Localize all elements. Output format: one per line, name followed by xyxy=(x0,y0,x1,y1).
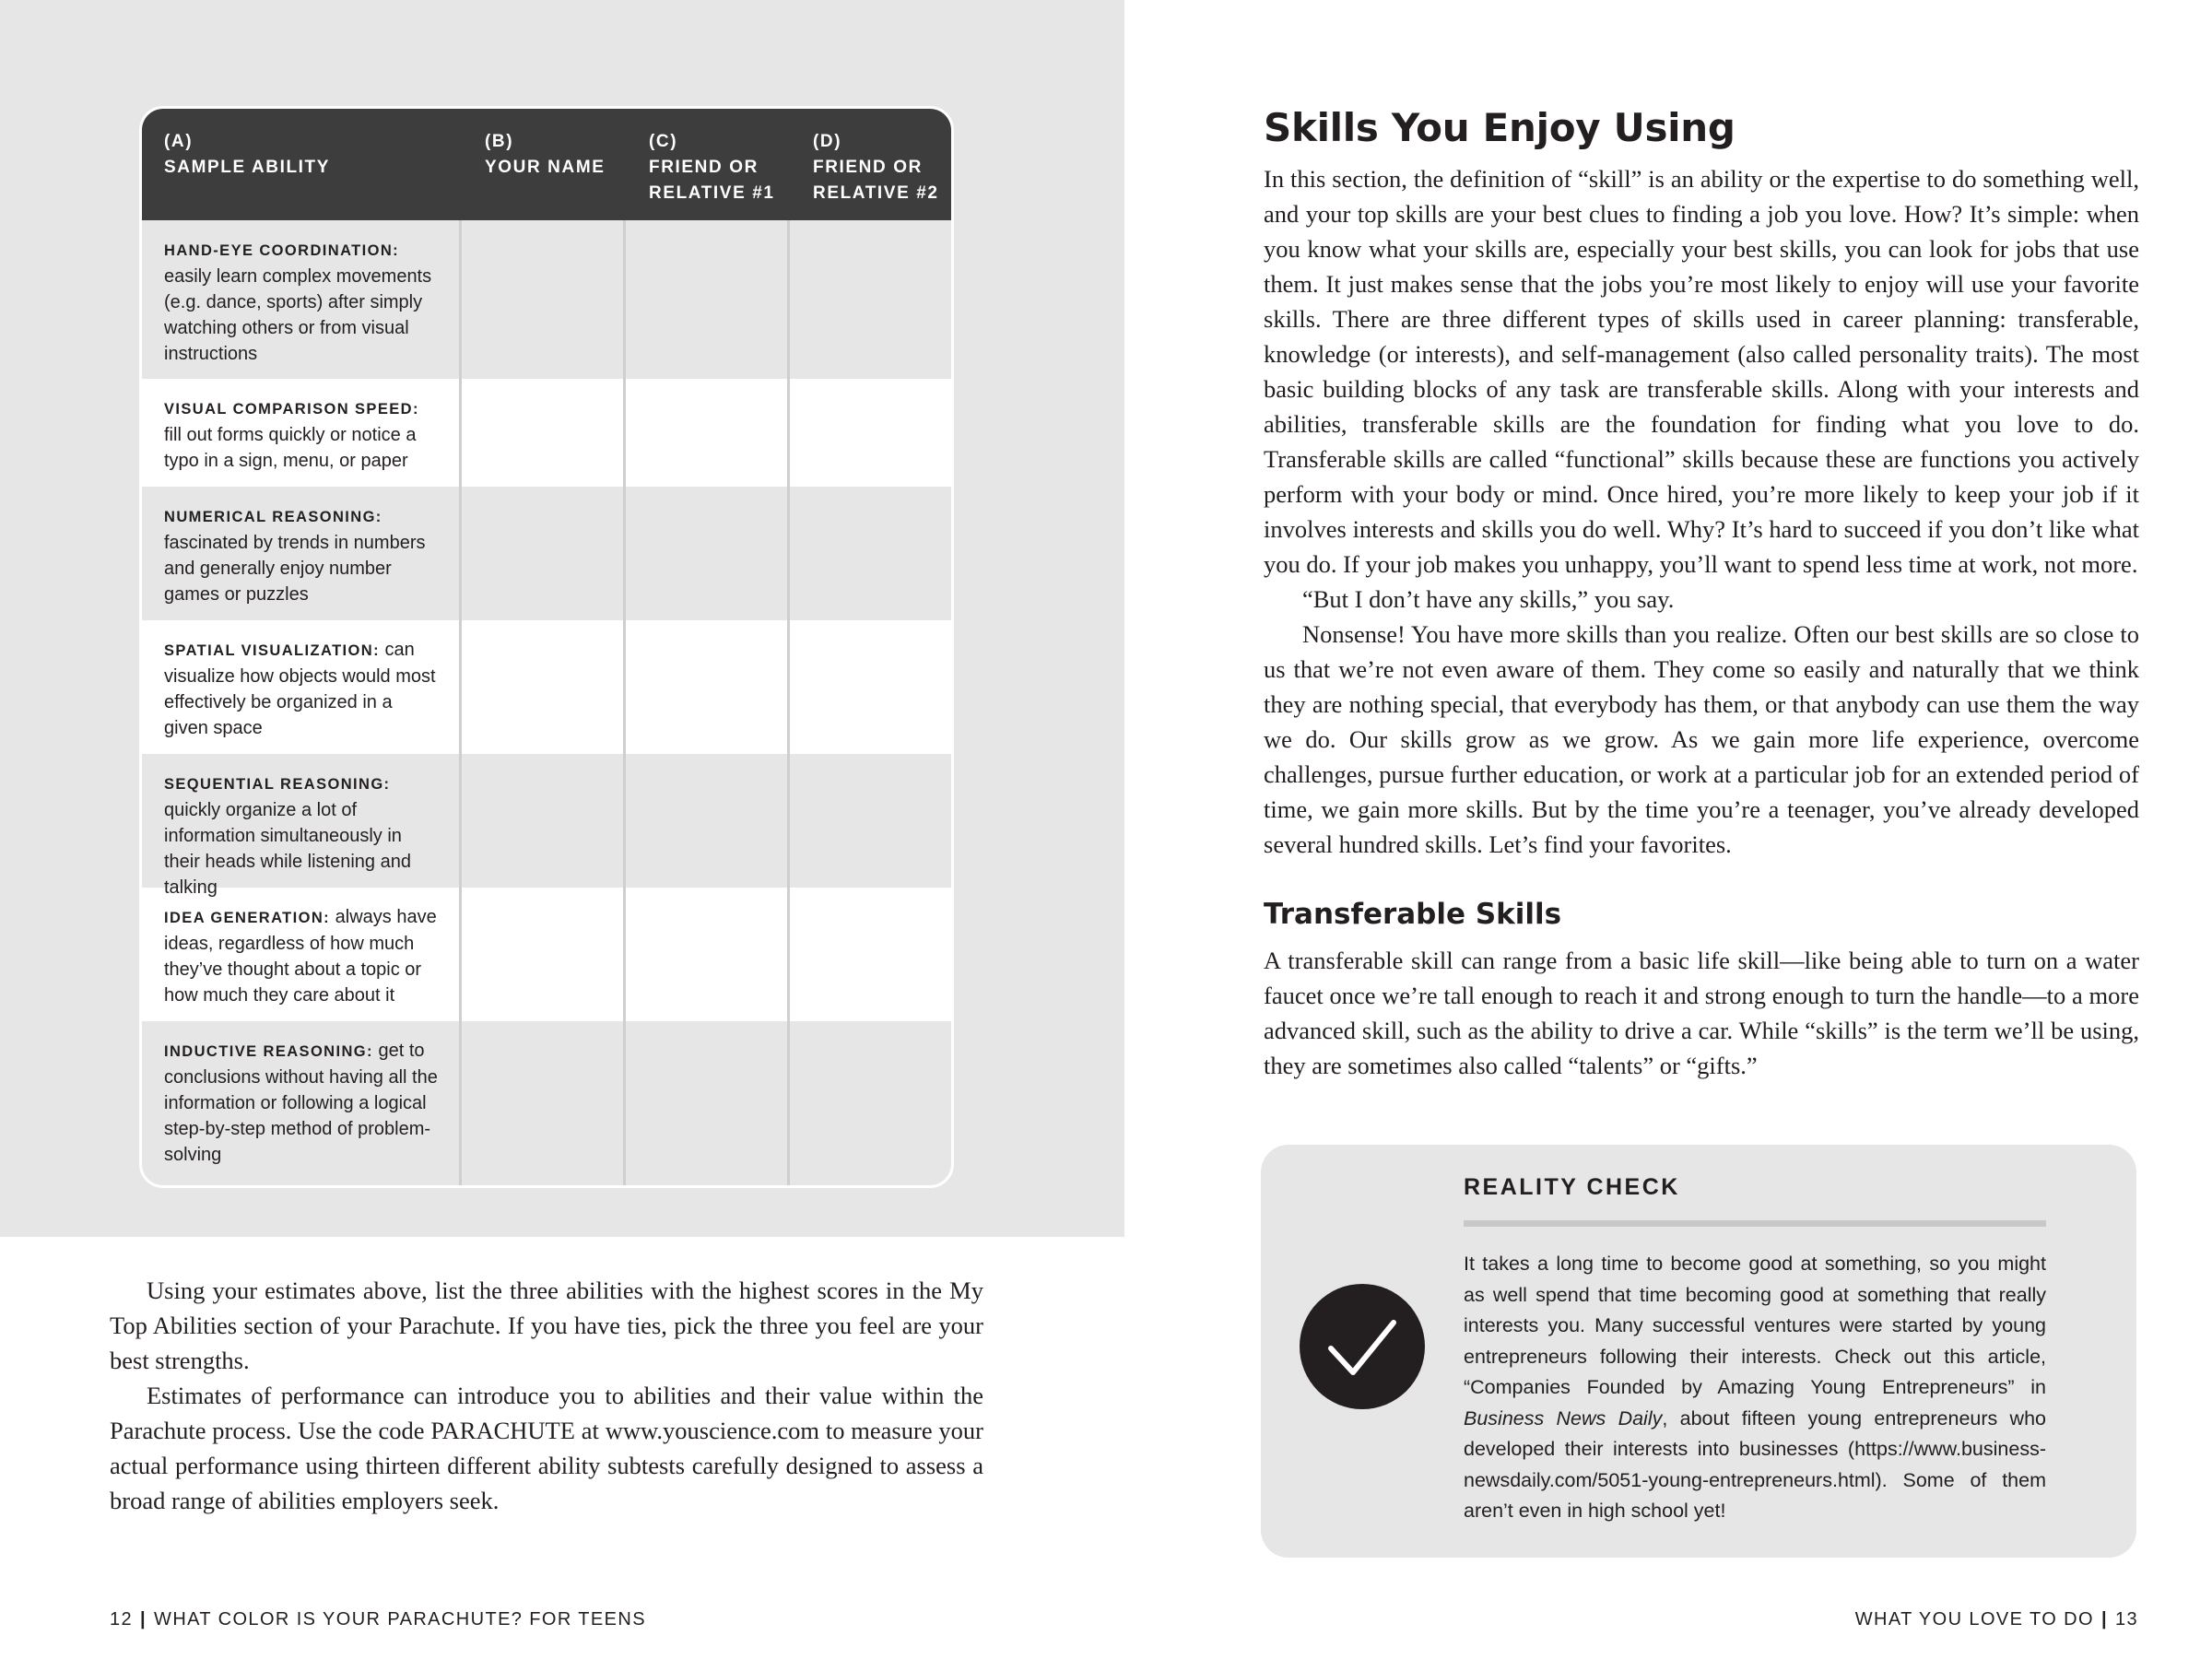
column-letter: (D) xyxy=(813,132,842,151)
callout-text: It takes a long time to become good at something, so you might as well spend that time becoming good at something that really interests you. Many successful ventures were started by young entrepreneurs following their interests. Check out this article, “Companies Founded by Amazing Young Entrepreneurs” in xyxy=(1464,1253,2046,1398)
ability-description: can visualize how objects would most effectively be organized in a given space xyxy=(164,640,436,738)
left-page-footer xyxy=(110,1609,646,1630)
column-divider xyxy=(623,220,626,1188)
ability-name: VISUAL COMPARISON SPEED: xyxy=(164,401,419,418)
page-number: 13 xyxy=(2114,1609,2138,1630)
right-page-content xyxy=(1264,102,2139,1083)
subsection-heading: Transferable Skills xyxy=(1264,898,1562,931)
reality-check-text xyxy=(1464,1249,2046,1527)
running-title: WHAT COLOR IS YOUR PARACHUTE? FOR TEENS xyxy=(154,1609,646,1630)
column-label: SAMPLE ABILITY xyxy=(164,158,331,177)
body-paragraph: Nonsense! You have more skills than you realize. Often our best skills are so close to us that we’re not even aware of them. They come so easily and naturally that we think they are nothing special, that everybody has them, or that anybody can use them the way we do. Our skills grow as we grow. As we gain more life experience, overcome challenges, pursue further education, or work at a particular job for an extended period of time, we gain more skills. But by the time you’re a teenager, you’ve already developed several hundred skills. Let’s find your favorites. xyxy=(1264,620,2139,858)
column-letter: (C) xyxy=(649,132,678,151)
ability-cell xyxy=(164,1038,441,1168)
callout-text: , about fifteen young entrepreneurs who developed their interests into businesses (https://www.business-newsdaily.com/5051-young-entrepreneurs.html). Some of them aren’t even in high school yet! xyxy=(1464,1406,2047,1522)
column-divider xyxy=(459,220,462,1188)
right-page-footer xyxy=(1855,1609,2138,1630)
ability-description: fill out forms quickly or notice a typo in a sign, menu, or paper xyxy=(164,425,417,471)
checkmark-icon xyxy=(1300,1284,1425,1409)
ability-name: SPATIAL VISUALIZATION: xyxy=(164,642,380,659)
ability-description: quickly organize a lot of information simultaneously in their heads while listening and talking xyxy=(164,800,411,898)
ability-name: SEQUENTIAL REASONING: xyxy=(164,776,391,793)
ability-description: always have ideas, regardless of how much they’ve thought about a topic or how much they care about it xyxy=(164,907,437,1006)
column-label: YOUR NAME xyxy=(485,158,606,177)
column-letter: (B) xyxy=(485,132,514,151)
table-row xyxy=(142,379,951,487)
ability-name: HAND-EYE COORDINATION: xyxy=(164,242,400,259)
column-header-c xyxy=(649,129,806,206)
ability-cell xyxy=(164,395,441,474)
table-row xyxy=(142,888,951,1021)
running-title: WHAT YOU LOVE TO DO xyxy=(1854,1609,2094,1630)
table-row xyxy=(142,220,951,379)
column-header-d xyxy=(813,129,951,206)
footer-separator: | xyxy=(2100,1609,2108,1630)
body-paragraph: A transferable skill can range from a basic life skill—like being able to turn on a water faucet once we’re tall enough to reach it and strong enough to turn the handle—to a more advanced skill, such as the ability to drive a car. While “skills” is the term we’ll be using, they are sometimes also called “talents” or “gifts.” xyxy=(1264,947,2139,1079)
ability-cell xyxy=(164,503,441,607)
page-number: 12 xyxy=(110,1609,134,1630)
ability-description: easily learn complex movements (e.g. dance, sports) after simply watching others or from visual instructions xyxy=(164,266,432,364)
ability-cell xyxy=(164,637,441,741)
ability-description: fascinated by trends in numbers and generally enjoy number games or puzzles xyxy=(164,533,426,605)
ability-description: get to conclusions without having all the information or following a logical step-by-step method of problem-solving xyxy=(164,1041,438,1165)
publication-name: Business News Daily xyxy=(1464,1406,1663,1430)
ability-cell xyxy=(164,771,441,900)
youscience-paragraph: Estimates of performance can introduce you to abilities and their value within the Parachute process. Use the code PARACHUTE at www.youscience.com to measure your actual performance using thirteen different ability subtests carefully designed to assess a broad range of abilities employers seek. xyxy=(110,1382,983,1514)
reality-check-callout xyxy=(1261,1145,2136,1558)
ability-name: NUMERICAL REASONING: xyxy=(164,509,382,525)
column-header-b xyxy=(485,129,632,181)
column-letter: (A) xyxy=(164,132,194,151)
title-rule xyxy=(1464,1220,2046,1227)
table-header xyxy=(142,109,951,220)
body-paragraph: In this section, the definition of “skill” is an ability or the expertise to do something well, and your top skills are your best clues to finding a job you love. How? It’s simple: when you know what your skills are, especially your best skills, you can look for jobs that use them. It just makes sense that the jobs you’re most likely to enjoy will use your favorite skills. There are three different types of skills used in career planning: transferable, knowledge (or interests), and self-management (also called personality traits). The most basic building blocks of any task are transferable skills. Along with your interests and abilities, transferable skills are the foundation for finding what you love to do. Transferable skills are called “functional” skills because these are functions you actively perform with your body or mind. Once hired, you’re more likely to keep your job if it involves interests and skills you do well. Why? It’s hard to succeed if you don’t like what you do. If your job makes you unhappy, you’ll want to spend less time at work, not more. xyxy=(1264,165,2139,578)
section-heading: Skills You Enjoy Using xyxy=(1264,105,1735,150)
column-header-a xyxy=(164,129,459,181)
body-paragraph: “But I don’t have any skills,” you say. xyxy=(1302,585,1675,613)
ability-cell xyxy=(164,904,441,1008)
instructions-paragraph: Using your estimates above, list the three abilities with the highest scores in the My Top Abilities section of your Parachute. If you have ties, pick the three you feel are your best strengths. xyxy=(110,1277,983,1374)
abilities-estimate-table xyxy=(139,106,954,1188)
ability-name: IDEA GENERATION: xyxy=(164,910,331,926)
column-label: FRIEND OR RELATIVE #1 xyxy=(649,158,775,203)
ability-name: INDUCTIVE REASONING: xyxy=(164,1043,373,1060)
table-row xyxy=(142,1021,951,1188)
table-row xyxy=(142,487,951,620)
table-row xyxy=(142,620,951,754)
column-label: FRIEND OR RELATIVE #2 xyxy=(813,158,939,203)
reality-check-title: REALITY CHECK xyxy=(1464,1174,1680,1200)
footer-separator: | xyxy=(140,1609,147,1630)
ability-cell xyxy=(164,237,441,367)
column-divider xyxy=(787,220,790,1188)
table-row xyxy=(142,754,951,898)
